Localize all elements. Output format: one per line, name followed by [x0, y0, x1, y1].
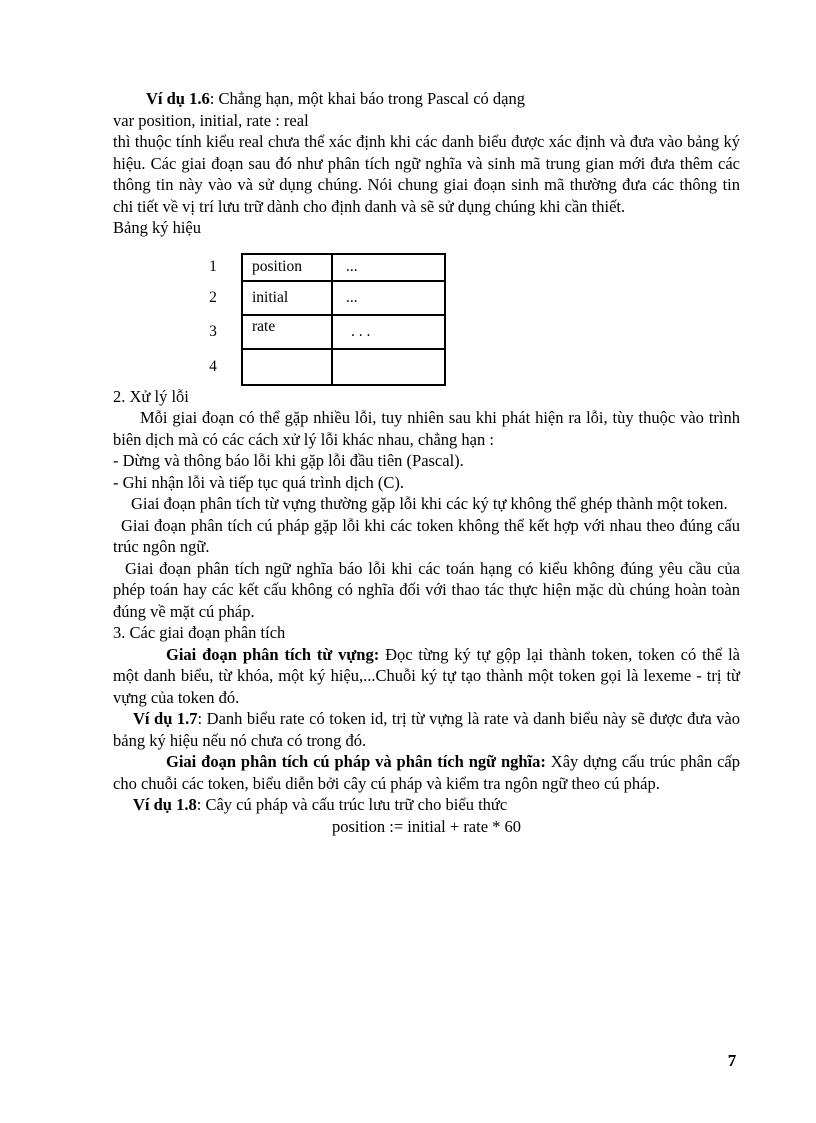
example-1-6-label: Ví dụ 1.6: [146, 89, 210, 108]
lexical-phase-text: Đọc từng ký tự gộp lại thành token, token có thể là một danh biểu, từ khóa, một ký hiệu,...Chuỗi ký tự tạo thành một token gọi là lexeme - trị từ vựng của token đó.: [113, 644, 740, 707]
page-content: [113, 88, 740, 837]
lexical-phase-lead: Giai đoạn phân tích từ vựng:: [166, 644, 380, 664]
paragraph-real-type: thì thuộc tính kiểu real chưa thể xác định khi các danh biểu được xác định và đưa vào bảng ký hiệu. Các giai đoạn sau đó như phân tích ngữ nghĩa và sinh mã trung gian mới đưa thêm các thông tin này vào và sử dụng chúng. Nói chung giai đoạn sinh mã thường đưa các thông tin chi tiết về vị trí lưu trữ dành cho định danh và sẽ sử dụng chúng khi cần thiết.: [113, 132, 740, 216]
syntax-error-paragraph: Giai đoạn phân tích cú pháp gặp lỗi khi các token không thể kết hợp với nhau theo đúng cấu trúc ngôn ngữ.: [113, 515, 740, 556]
row-number: 1: [209, 258, 217, 275]
syntax-phase-text: Xây dựng cấu trúc phân cấp cho chuỗi các token, biểu diễn bởi cây cú pháp và kiểm tra ngôn ngữ theo cú pháp.: [113, 752, 741, 793]
table-row: [205, 254, 445, 281]
table-row: [205, 349, 445, 385]
example-1-6-line: [113, 88, 740, 110]
symbol-attr-cell: [332, 349, 445, 385]
table-row: [205, 315, 445, 349]
example-1-8-label: Ví dụ 1.8: [133, 795, 197, 814]
error-handling-item-c: - Ghi nhận lỗi và tiếp tục quá trình dịch (C).: [113, 472, 404, 492]
symbol-table: [205, 253, 446, 386]
row-number: 3: [209, 322, 217, 340]
syntax-phase-lead: Giai đoạn phân tích cú pháp và phân tích ngữ nghĩa:: [166, 752, 546, 771]
syntax-phase-paragraph: [113, 751, 740, 794]
symbol-attr-cell: ...: [332, 281, 445, 315]
section-2-intro: Mỗi giai đoạn có thể gặp nhiều lỗi, tuy nhiên sau khi phát hiện ra lỗi, tùy thuộc vào trình biên dịch mà có các cách xử lý lỗi khác nhau, chẳng hạn :: [113, 408, 740, 449]
symbol-name-cell: initial: [242, 281, 332, 315]
symbol-table-caption: Bảng ký hiệu: [113, 218, 201, 237]
symbol-name-cell: position: [242, 254, 332, 281]
row-number: 2: [209, 288, 217, 306]
example-1-8-line: [113, 794, 740, 816]
symbol-attr-cell: ...: [332, 254, 445, 281]
example-1-8-text: : Cây cú pháp và cấu trúc lưu trữ cho biểu thức: [196, 795, 508, 814]
lexical-error-paragraph: Giai đoạn phân tích từ vựng thường gặp lỗi khi các ký tự không thể ghép thành một token.: [131, 494, 728, 513]
page-number: 7: [727, 1051, 737, 1070]
example-1-6-text: : Chẳng hạn, một khai báo trong Pascal có dạng: [209, 89, 525, 108]
symbol-attr-cell: . . .: [332, 315, 445, 349]
example-1-7-paragraph: [113, 708, 740, 751]
error-handling-item-pascal: - Dừng và thông báo lỗi khi gặp lỗi đầu tiên (Pascal).: [113, 451, 464, 470]
row-number: 4: [209, 357, 217, 375]
semantic-error-paragraph: Giai đoạn phân tích ngữ nghĩa báo lỗi khi các toán hạng có kiểu không đúng yêu cầu của phép toán hay các kết cấu không có nghĩa đối với thao tác thực hiện mặc dù chúng hoàn toàn đúng về mặt cú pháp.: [113, 558, 740, 621]
lexical-phase-paragraph: [113, 644, 740, 709]
symbol-name-cell: rate: [242, 315, 332, 349]
table-row: [205, 281, 445, 315]
var-declaration: var position, initial, rate : real: [113, 110, 309, 130]
example-1-7-text: : Danh biểu rate có token id, trị từ vựng là rate và danh biểu này sẽ được đưa vào bảng ký hiệu nếu nó chưa có trong đó.: [113, 709, 740, 750]
expression-formula: position := initial + rate * 60: [331, 816, 522, 836]
section-3-heading: 3. Các giai đoạn phân tích: [113, 623, 286, 642]
section-2-heading: 2. Xử lý lỗi: [113, 386, 189, 406]
example-1-7-label: Ví dụ 1.7: [133, 709, 198, 728]
symbol-table-wrap: [205, 253, 740, 386]
symbol-name-cell: [242, 349, 332, 385]
